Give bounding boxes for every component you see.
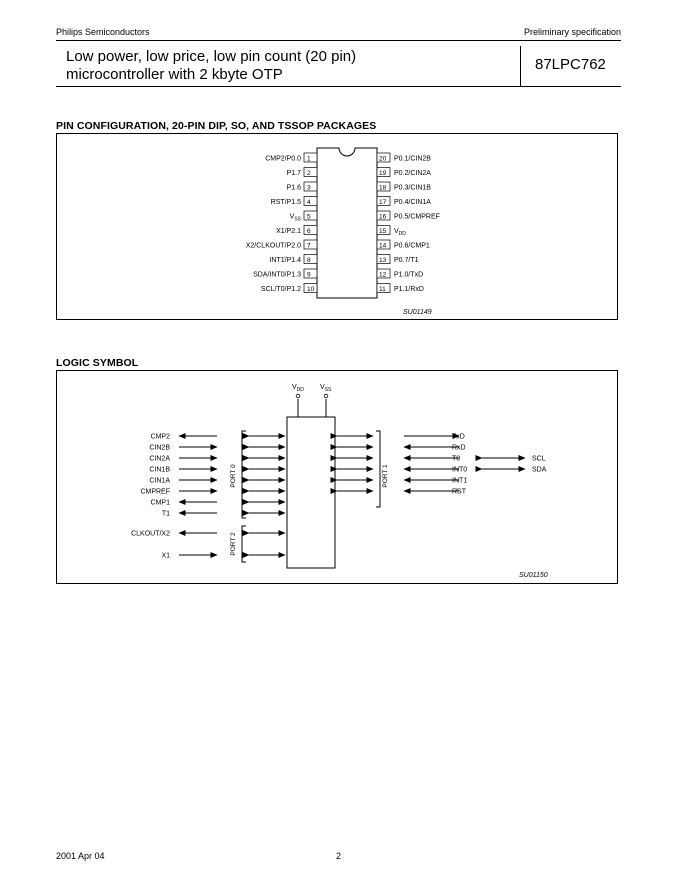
- pin-label-right: P0.3/CIN1B: [394, 184, 431, 192]
- pin-diagram: [57, 134, 617, 319]
- pin-terminal: [324, 394, 328, 398]
- pin-number: 11: [379, 285, 386, 293]
- port0-signal-label: CMP2: [150, 433, 170, 441]
- logic-chip-body: [287, 417, 335, 568]
- port1-signal-label: RST: [452, 488, 466, 496]
- pin-number: 20: [379, 155, 387, 163]
- pin-number: 18: [379, 184, 387, 192]
- port0-signal-label: CIN1A: [149, 477, 170, 485]
- pin-label-right: P0.5/CMPREF: [394, 213, 440, 221]
- port1-signal-label: INT1: [452, 477, 468, 485]
- title-line-1: Low power, low price, low pin count (20 pin): [66, 48, 357, 65]
- logic-symbol-heading: LOGIC SYMBOL: [56, 357, 139, 369]
- port2-label: PORT 2: [230, 532, 237, 556]
- pin-number: 10: [307, 285, 315, 293]
- port2-signal-label: CLKOUT/X2: [131, 530, 170, 538]
- pin-label-left: SDA/INT0/P1.3: [253, 271, 301, 279]
- pin-number: 4: [307, 198, 311, 206]
- pin-label-left: INT1/P1.4: [269, 256, 301, 264]
- port0-signal-label: CMPREF: [140, 488, 170, 496]
- i2c-label: SDA: [532, 466, 547, 474]
- pin-number: 19: [379, 169, 387, 177]
- pin-number: 9: [307, 271, 311, 279]
- i2c-label: SCL: [532, 455, 546, 463]
- pin-figure-code: SU01149: [403, 309, 432, 316]
- port2-signal-label: X1: [161, 552, 170, 560]
- header-divider: [520, 46, 521, 86]
- page-title: [66, 48, 356, 84]
- pin-label-left: SCL/T0/P1.2: [260, 285, 301, 293]
- pin-number: 13: [379, 256, 387, 264]
- pin-label-right: P1.0/TxD: [394, 271, 424, 279]
- header-rule-top: [56, 40, 621, 41]
- vdd-label: $V_{DD}$: [292, 384, 304, 393]
- pin-config-figure: [56, 133, 618, 320]
- port0-signal-label: CIN2B: [149, 444, 170, 452]
- footer-page-number: 2: [336, 851, 342, 861]
- port0-label: PORT 0: [230, 464, 237, 488]
- pin-number: 3: [307, 184, 311, 192]
- pin-label-right: P0.7/T1: [394, 256, 419, 264]
- logic-symbol-figure: [56, 370, 618, 584]
- pin-label-right: P0.1/CIN2B: [394, 155, 431, 163]
- pin-label-left: P1.6: [286, 184, 301, 192]
- port0-signal-label: T1: [161, 510, 170, 518]
- port0-signal-label: CIN2A: [149, 455, 170, 463]
- pin-number: 5: [307, 213, 311, 221]
- port0-signal-label: CMP1: [150, 499, 170, 507]
- footer-date: 2001 Apr 04: [56, 851, 105, 861]
- logic-diagram: [57, 371, 617, 583]
- port1-signal-label: INT0: [452, 466, 468, 474]
- title-line-2: microcontroller with 2 kbyte OTP: [66, 66, 283, 83]
- vss-label: $V_{SS}$: [320, 384, 332, 393]
- pin-label-left: X2/CLKOUT/P2.0: [245, 242, 301, 250]
- pin-number: 8: [307, 256, 311, 264]
- pin-label-left: X1/P2.1: [276, 227, 301, 235]
- port2-bracket: [242, 526, 246, 562]
- port1-label: PORT 1: [382, 464, 389, 488]
- pin-label-left: P1.7: [286, 169, 301, 177]
- pin-config-heading: PIN CONFIGURATION, 20-PIN DIP, SO, AND TSSOP PACKAGES: [56, 120, 377, 132]
- pin-number: 7: [307, 242, 311, 250]
- pin-number: 12: [379, 271, 387, 279]
- pin-number: 15: [379, 227, 387, 235]
- port0-bracket: [242, 431, 246, 518]
- company-name: Philips Semiconductors: [56, 27, 150, 37]
- pin-label-right: $V_{DD}$: [394, 227, 406, 237]
- port1-bracket: [376, 431, 380, 507]
- pin-number: 2: [307, 169, 311, 177]
- pin-number: 1: [307, 155, 311, 163]
- package-body: [317, 148, 377, 298]
- pin-label-right: P1.1/RxD: [394, 285, 424, 293]
- pin-number: 17: [379, 198, 387, 206]
- pin-label-right: P0.6/CMP1: [394, 242, 430, 250]
- port1-signal-label: T0: [452, 455, 461, 463]
- pin-terminal: [296, 394, 300, 398]
- port1-signal-label: TxD: [452, 433, 465, 441]
- pin-number: 16: [379, 213, 387, 221]
- pin-label-right: P0.2/CIN2A: [394, 169, 431, 177]
- document-type: Preliminary specification: [523, 27, 621, 37]
- pin-label-right: P0.4/CIN1A: [394, 198, 431, 206]
- port1-signal-label: RxD: [452, 444, 466, 452]
- pin-number: 14: [379, 242, 387, 250]
- port0-signal-label: CIN1B: [149, 466, 170, 474]
- header-rule-bottom: [56, 86, 621, 87]
- pin-label-left: CMP2/P0.0: [265, 155, 301, 163]
- pin-label-left: RST/P1.5: [270, 198, 301, 206]
- pin-number: 6: [307, 227, 311, 235]
- logic-figure-code: SU01150: [519, 572, 548, 579]
- pin-label-left: $V_{SS}$: [289, 213, 301, 223]
- part-number: 87LPC762: [535, 56, 606, 73]
